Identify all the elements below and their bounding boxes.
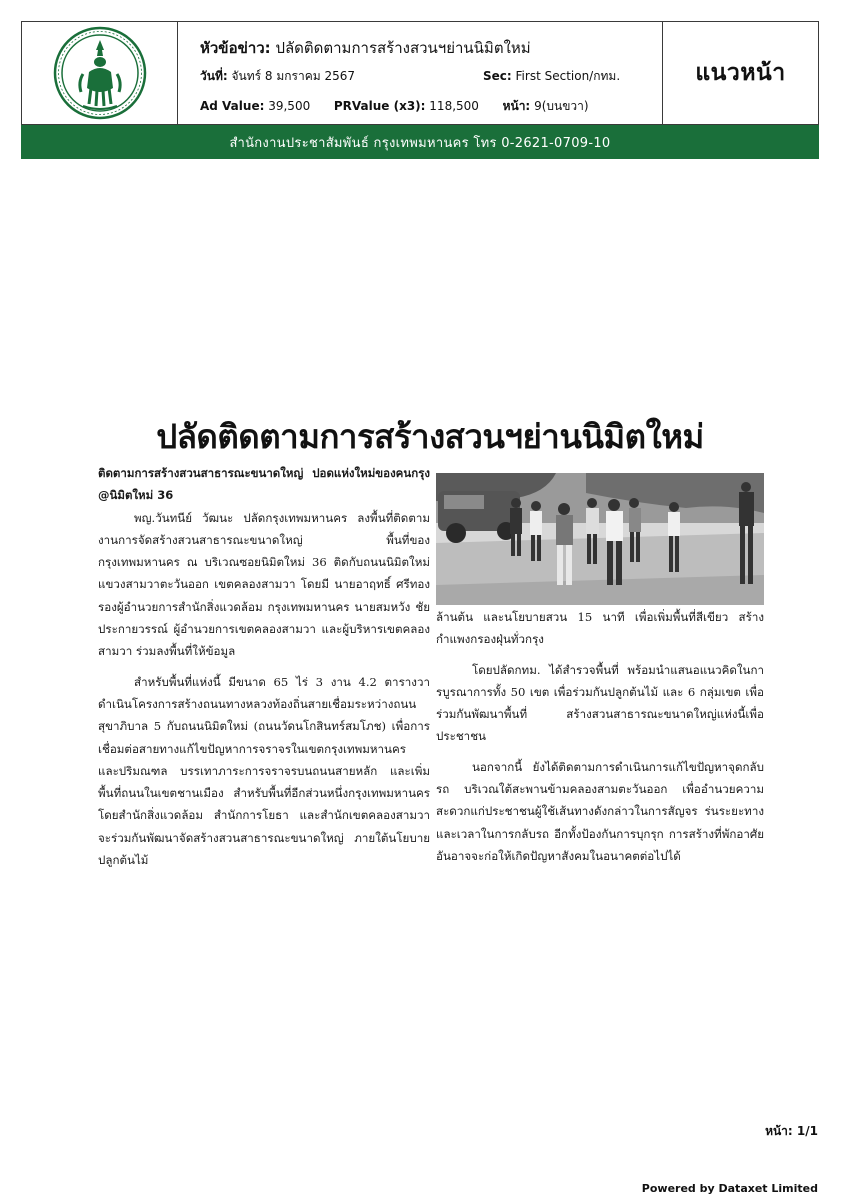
- header-info-box: [21, 21, 819, 125]
- page-label: หน้า:: [502, 99, 531, 113]
- headline-label: หัวข้อข่าว:: [200, 39, 271, 57]
- page-value: 9(บนขวา): [534, 99, 589, 113]
- date-value: จันทร์ 8 มกราคม 2567: [231, 69, 355, 83]
- article-photo: [436, 473, 764, 605]
- date-line: [200, 67, 355, 86]
- page-number: [765, 1122, 818, 1141]
- headline-text: ปลัดติดตามการสร้างสวนฯย่านนิมิตใหม่: [275, 39, 531, 57]
- office-bar: [21, 125, 819, 159]
- ad-value-label: Ad Value:: [200, 99, 265, 113]
- sec-value: First Section/กทม.: [515, 69, 621, 83]
- article-paragraph-2: สำหรับพื้นที่แห่งนี้ มีขนาด 65 ไร่ 3 งาน 4.2 ตารางวา ดำเนินโครงการสร้างถนนทางหลวงท้องถิ่นสายเชื่อมระหว่างถนนสุขาภิบาล 5 กับถนนนิมิตใหม่ (ถนนวัดนโกสินทร์สมโภช) เพื่อการเชื่อมต่อสายทางแก้ไขปัญหาการจราจรในเขตกรุงเทพมหานคร และปริมณฑล บรรเทาภาระการจราจรบนถนนสายหลัก และเพิ่มพื้นที่ถนนในเขตชานเมือง สำหรับพื้นที่อีกส่วนหนึ่งกรุงเทพมหานคร โดยสำนักสิ่งแวดล้อม สำนักการโยธา และสำนักเขตคลองสามวา จะร่วมกันพัฒนาจัดสร้างสวนสาธารณะขนาดใหญ่ ภายใต้นโยบายปลูกต้นไม้: [98, 674, 430, 868]
- newspaper-name: แนวหน้า: [695, 60, 786, 86]
- values-line: [200, 97, 589, 116]
- page-number-label: หน้า:: [765, 1124, 793, 1138]
- section-cell: [663, 22, 818, 124]
- article-paragraph-5: นอกจากนี้ ยังได้ติดตามการดำเนินการแก้ไขปัญหาจุดกลับรถ บริเวณใต้สะพานข้ามคลองสามตะวันออก เพื่ออำนวยความสะดวกแก่ประชาชนผู้ใช้เส้นทางดังกล่าวในการสัญจร ร่นระยะทางและเวลาในการกลับรถ อีกทั้งป้องกันการบุกรุก การสร้างที่พักอาศัย อันอาจจะก่อให้เกิดปัญหาสังคมในอนาคตต่อไปได้: [436, 759, 764, 863]
- article-paragraph-4: โดยปลัดกทม. ได้สำรวจพื้นที่ พร้อมนำแสนอแนวคิดในการบูรณาการทั้ง 50 เขต เพื่อร่วมกันปลูกต้นไม้ และ 6 กลุ่มเขต เพื่อร่วมกันพัฒนาพื้นที่ สร้างสวนสาธารณะขนาดใหญ่แห่งนี้เพื่อประชาชน: [436, 662, 764, 744]
- article-column-left: [98, 462, 430, 871]
- sec-line: [483, 67, 620, 86]
- article-lead: ติดตามการสร้างสวนสาธารณะขนาดใหญ่ ปอดแห่งใหม่ของคนกรุง @นิมิตใหม่ 36: [98, 466, 430, 503]
- ad-value: 39,500: [268, 99, 311, 113]
- headline-line: [200, 36, 531, 60]
- page-number-value: 1/1: [796, 1124, 818, 1138]
- pr-value-label: PRValue (x3):: [333, 99, 426, 113]
- clipping-header: [21, 21, 819, 159]
- powered-by: Powered by Dataxet Limited: [641, 1182, 818, 1195]
- pr-value: 118,500: [429, 99, 479, 113]
- bangkok-city-seal-icon: [53, 26, 147, 120]
- office-contact: สำนักงานประชาสัมพันธ์ กรุงเทพมหานคร โทร 0-2621-0709-10: [229, 135, 611, 151]
- logo-cell: [22, 22, 178, 124]
- article-title: ปลัดติดตามการสร้างสวนฯย่านนิมิตใหม่: [156, 417, 704, 456]
- date-label: วันที่:: [200, 69, 228, 83]
- article-paragraph-1: พญ.วันทนีย์ วัฒนะ ปลัดกรุงเทพมหานคร ลงพื้นที่ติดตามงานการจัดสร้างสวนสาธารณะขนาดใหญ่ พื้นที่ของกรุงเทพมหานคร ณ บริเวณซอยนิมิตใหม่ 36 ติดกับถนนนิมิตใหม่ แขวงสามวาตะวันออก เขตคลองสามวา โดยมี นายอาฤทธิ์ ศรีทอง รองผู้อำนวยการสำนักสิ่งแวดล้อม กรุงเทพมหานคร นายสมหวัง ชัยประกายวรรณ์ ผู้อำนวยการเขตคลองสามวา และผู้บริหารเขตคลองสามวา ร่วมลงพื้นที่ให้ข้อมูล: [98, 510, 430, 659]
- article-paragraph-3: ล้านต้น และนโยบายสวน 15 นาที เพื่อเพิ่มพื้นที่สีเขียว สร้างกำแพงกรองฝุ่นทั่วกรุง: [436, 610, 764, 647]
- article-column-right: [436, 606, 764, 867]
- meta-cell: [178, 22, 663, 124]
- sec-label: Sec:: [483, 69, 512, 83]
